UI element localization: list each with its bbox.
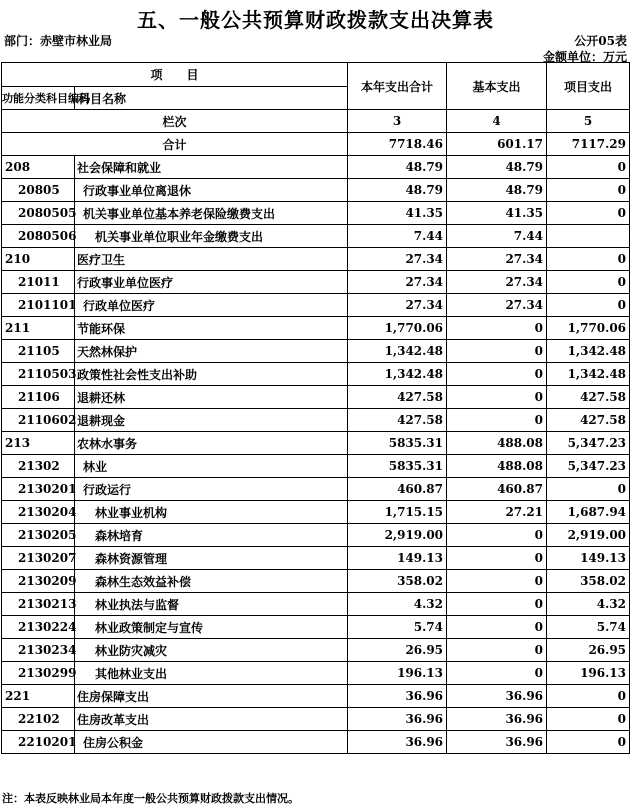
basic-cell: 41.35 xyxy=(447,202,547,225)
basic-cell: 27.34 xyxy=(447,294,547,317)
basic-cell: 460.87 xyxy=(447,478,547,501)
total-cell: 4.32 xyxy=(348,593,447,616)
name-cell: 其他林业支出 xyxy=(75,662,348,685)
basic-cell: 36.96 xyxy=(447,685,547,708)
table-row xyxy=(2,225,630,248)
code-cell: 2130205 xyxy=(2,524,75,547)
project-cell: 0 xyxy=(547,685,630,708)
total-cell: 1,770.06 xyxy=(348,317,447,340)
total-cell: 5.74 xyxy=(348,616,447,639)
name-cell: 社会保障和就业 xyxy=(75,156,348,179)
basic-cell: 36.96 xyxy=(447,708,547,731)
table-row xyxy=(2,271,630,294)
total-cell: 26.95 xyxy=(348,639,447,662)
basic-cell: 0 xyxy=(447,662,547,685)
total-cell: 1,342.48 xyxy=(348,340,447,363)
basic-cell: 48.79 xyxy=(447,156,547,179)
code-cell: 2130209 xyxy=(2,570,75,593)
total-row xyxy=(2,133,630,156)
basic-value: 601.17 xyxy=(447,133,547,156)
basic-cell: 0 xyxy=(447,409,547,432)
basic-cell: 36.96 xyxy=(447,731,547,754)
project-cell: 0 xyxy=(547,731,630,754)
table-row xyxy=(2,731,630,754)
basic-cell: 0 xyxy=(447,524,547,547)
total-cell: 427.58 xyxy=(348,409,447,432)
project-cell: 4.32 xyxy=(547,593,630,616)
code-cell: 2210201 xyxy=(2,731,75,754)
basic-cell: 27.34 xyxy=(447,248,547,271)
project-cell: 196.13 xyxy=(547,662,630,685)
table-row xyxy=(2,501,630,524)
name-cell: 行政单位医疗 xyxy=(75,294,348,317)
code-cell: 221 xyxy=(2,685,75,708)
table-row xyxy=(2,524,630,547)
expenditure-table xyxy=(1,62,630,754)
table-row xyxy=(2,409,630,432)
header-name: 科目名称 xyxy=(75,87,348,110)
name-cell: 林业事业机构 xyxy=(75,501,348,524)
basic-cell: 0 xyxy=(447,340,547,363)
table-row xyxy=(2,593,630,616)
name-cell: 林业 xyxy=(75,455,348,478)
name-cell: 节能环保 xyxy=(75,317,348,340)
total-cell: 48.79 xyxy=(348,156,447,179)
project-cell: 0 xyxy=(547,478,630,501)
code-cell: 21105 xyxy=(2,340,75,363)
basic-cell: 27.21 xyxy=(447,501,547,524)
header-project: 项目支出 xyxy=(547,63,630,110)
table-row xyxy=(2,340,630,363)
project-value: 7117.29 xyxy=(547,133,630,156)
name-cell: 机关事业单位基本养老保险缴费支出 xyxy=(75,202,348,225)
project-cell: 0 xyxy=(547,202,630,225)
total-cell: 460.87 xyxy=(348,478,447,501)
code-cell: 213 xyxy=(2,432,75,455)
table-row xyxy=(2,570,630,593)
name-cell: 森林资源管理 xyxy=(75,547,348,570)
name-cell: 森林生态效益补偿 xyxy=(75,570,348,593)
total-cell: 27.34 xyxy=(348,271,447,294)
project-cell: 0 xyxy=(547,179,630,202)
project-cell: 5,347.23 xyxy=(547,432,630,455)
footnote: 注：本表反映林业局本年度一般公共预算财政拨款支出情况。 xyxy=(2,792,299,805)
project-cell: 1,342.48 xyxy=(547,340,630,363)
basic-cell: 48.79 xyxy=(447,179,547,202)
code-cell: 2110602 xyxy=(2,409,75,432)
table-row xyxy=(2,386,630,409)
total-cell: 36.96 xyxy=(348,708,447,731)
project-cell: 0 xyxy=(547,271,630,294)
basic-cell: 0 xyxy=(447,317,547,340)
code-cell: 2130213 xyxy=(2,593,75,616)
header-code: 功能分类科目编码 xyxy=(2,87,75,110)
basic-cell: 0 xyxy=(447,616,547,639)
basic-cell: 0 xyxy=(447,639,547,662)
project-cell: 0 xyxy=(547,248,630,271)
code-cell: 21106 xyxy=(2,386,75,409)
total-cell: 427.58 xyxy=(348,386,447,409)
name-cell: 住房保障支出 xyxy=(75,685,348,708)
name-cell: 森林培育 xyxy=(75,524,348,547)
code-cell: 2130234 xyxy=(2,639,75,662)
total-label: 合计 xyxy=(2,133,348,156)
table-row xyxy=(2,317,630,340)
table-row xyxy=(2,248,630,271)
code-cell: 210 xyxy=(2,248,75,271)
code-cell: 2130224 xyxy=(2,616,75,639)
header-basic: 基本支出 xyxy=(447,63,547,110)
basic-cell: 0 xyxy=(447,570,547,593)
basic-cell: 27.34 xyxy=(447,271,547,294)
total-cell: 36.96 xyxy=(348,685,447,708)
total-cell: 5835.31 xyxy=(348,432,447,455)
code-cell: 2130299 xyxy=(2,662,75,685)
total-cell: 1,715.15 xyxy=(348,501,447,524)
code-cell: 21011 xyxy=(2,271,75,294)
total-cell: 27.34 xyxy=(348,248,447,271)
basic-cell: 488.08 xyxy=(447,455,547,478)
total-cell: 1,342.48 xyxy=(348,363,447,386)
project-cell: 0 xyxy=(547,294,630,317)
basic-cell: 488.08 xyxy=(447,432,547,455)
project-cell: 427.58 xyxy=(547,409,630,432)
project-cell: 5,347.23 xyxy=(547,455,630,478)
name-cell: 林业政策制定与宣传 xyxy=(75,616,348,639)
table-row xyxy=(2,156,630,179)
name-cell: 住房公积金 xyxy=(75,731,348,754)
code-cell: 2080506 xyxy=(2,225,75,248)
table-row xyxy=(2,547,630,570)
table-row xyxy=(2,639,630,662)
name-cell: 退耕现金 xyxy=(75,409,348,432)
code-cell: 208 xyxy=(2,156,75,179)
table-row xyxy=(2,616,630,639)
unit-label: 金额单位：万元 xyxy=(542,50,627,64)
table-row xyxy=(2,202,630,225)
basic-cell: 0 xyxy=(447,386,547,409)
code-cell: 22102 xyxy=(2,708,75,731)
col-index-5: 5 xyxy=(547,110,630,133)
project-cell xyxy=(547,225,630,248)
name-cell: 退耕还林 xyxy=(75,386,348,409)
table-row xyxy=(2,478,630,501)
table-row xyxy=(2,294,630,317)
basic-cell: 7.44 xyxy=(447,225,547,248)
project-cell: 1,770.06 xyxy=(547,317,630,340)
code-cell: 2130201 xyxy=(2,478,75,501)
total-cell: 7.44 xyxy=(348,225,447,248)
code-cell: 2101101 xyxy=(2,294,75,317)
header-total: 本年支出合计 xyxy=(348,63,447,110)
form-code: 公开05表 xyxy=(574,34,627,48)
name-cell: 医疗卫生 xyxy=(75,248,348,271)
code-cell: 2130204 xyxy=(2,501,75,524)
total-cell: 358.02 xyxy=(348,570,447,593)
total-cell: 5835.31 xyxy=(348,455,447,478)
header-row-label: 栏次 xyxy=(2,110,348,133)
total-cell: 27.34 xyxy=(348,294,447,317)
basic-cell: 0 xyxy=(447,547,547,570)
name-cell: 林业执法与监督 xyxy=(75,593,348,616)
department-label: 部门：赤壁市林业局 xyxy=(4,34,113,48)
table-row xyxy=(2,708,630,731)
page-title: 五、一般公共预算财政拨款支出决算表 xyxy=(137,8,494,32)
col-index-3: 3 xyxy=(348,110,447,133)
name-cell: 林业防灾减灾 xyxy=(75,639,348,662)
code-cell: 20805 xyxy=(2,179,75,202)
basic-cell: 0 xyxy=(447,593,547,616)
table-row xyxy=(2,685,630,708)
project-cell: 427.58 xyxy=(547,386,630,409)
basic-cell: 0 xyxy=(447,363,547,386)
name-cell: 住房改革支出 xyxy=(75,708,348,731)
name-cell: 天然林保护 xyxy=(75,340,348,363)
total-cell: 196.13 xyxy=(348,662,447,685)
code-cell: 211 xyxy=(2,317,75,340)
total-cell: 2,919.00 xyxy=(348,524,447,547)
project-cell: 26.95 xyxy=(547,639,630,662)
name-cell: 行政事业单位医疗 xyxy=(75,271,348,294)
total-cell: 149.13 xyxy=(348,547,447,570)
table-row xyxy=(2,662,630,685)
total-cell: 36.96 xyxy=(348,731,447,754)
table-row xyxy=(2,432,630,455)
project-cell: 1,342.48 xyxy=(547,363,630,386)
name-cell: 政策性社会性支出补助 xyxy=(75,363,348,386)
name-cell: 机关事业单位职业年金缴费支出 xyxy=(75,225,348,248)
total-value: 7718.46 xyxy=(348,133,447,156)
code-cell: 21302 xyxy=(2,455,75,478)
project-cell: 0 xyxy=(547,708,630,731)
code-cell: 2110503 xyxy=(2,363,75,386)
table-row xyxy=(2,363,630,386)
table-row xyxy=(2,179,630,202)
total-cell: 48.79 xyxy=(348,179,447,202)
project-cell: 0 xyxy=(547,156,630,179)
name-cell: 农林水事务 xyxy=(75,432,348,455)
project-cell: 149.13 xyxy=(547,547,630,570)
project-cell: 358.02 xyxy=(547,570,630,593)
project-cell: 2,919.00 xyxy=(547,524,630,547)
col-index-4: 4 xyxy=(447,110,547,133)
total-cell: 41.35 xyxy=(348,202,447,225)
code-cell: 2080505 xyxy=(2,202,75,225)
table-row xyxy=(2,455,630,478)
project-cell: 1,687.94 xyxy=(547,501,630,524)
name-cell: 行政运行 xyxy=(75,478,348,501)
project-cell: 5.74 xyxy=(547,616,630,639)
name-cell: 行政事业单位离退休 xyxy=(75,179,348,202)
header-item: 项 目 xyxy=(2,63,348,87)
code-cell: 2130207 xyxy=(2,547,75,570)
